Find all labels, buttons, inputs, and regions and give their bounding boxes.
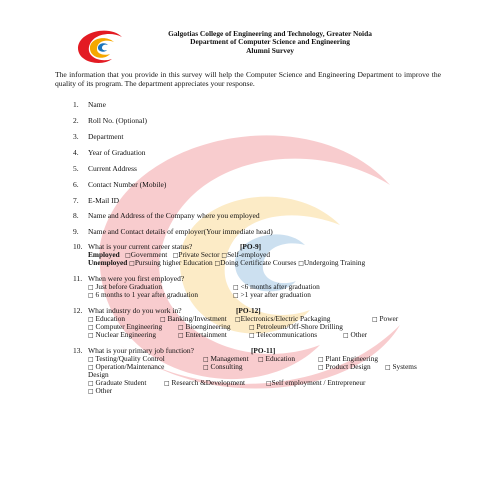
option-other-industry[interactable] <box>343 331 367 340</box>
question-address <box>73 165 137 173</box>
question-text: Name <box>88 100 106 109</box>
checkbox-icon: □ <box>203 356 209 363</box>
question-email <box>73 197 119 205</box>
option-label: Electronics/Electric Packaging <box>240 314 331 323</box>
option-label: Other <box>95 386 113 395</box>
question-text: Contact Number (Mobile) <box>88 180 167 189</box>
question-number: 6. <box>73 180 79 189</box>
option-consulting[interactable] <box>203 363 243 372</box>
checkbox-icon: □ <box>372 316 378 323</box>
option-label: Undergoing Training <box>303 258 366 267</box>
checkbox-icon: □ <box>258 356 264 363</box>
question-text: Current Address <box>88 164 137 173</box>
question-text: E-Mail ID <box>88 196 120 205</box>
option-label: Operation/Maintenance <box>95 362 165 371</box>
option-label: Education <box>265 354 296 363</box>
option-label: <6 months after graduation <box>240 282 320 291</box>
unemployed-label: Unemployed <box>88 258 128 267</box>
checkbox-icon: □ <box>164 380 170 387</box>
question-text: Department <box>88 132 124 141</box>
checkbox-icon: □ <box>160 316 166 323</box>
question-number: 4. <box>73 148 79 157</box>
po-tag: [PO-11] <box>251 346 276 355</box>
unemployed-options-row <box>88 259 365 268</box>
checkbox-icon: □ <box>88 356 94 363</box>
option-label: Banking/Investment <box>167 314 227 323</box>
option-label: Just before Graduation <box>95 282 162 291</box>
checkbox-icon: □ <box>214 260 221 267</box>
option-label: Other <box>350 330 368 339</box>
question-number: 8. <box>73 211 79 220</box>
option-label: Systems <box>392 362 417 371</box>
checkbox-icon: □ <box>178 324 184 331</box>
question-text: What industry do you work in? <box>88 306 182 315</box>
po-tag: [PO-9] <box>240 242 262 251</box>
question-text: Year of Graduation <box>88 148 146 157</box>
option-label: Entertainment <box>185 330 227 339</box>
question-number: 2. <box>73 116 79 125</box>
question-text: Roll No. (Optional) <box>88 116 147 125</box>
checkbox-icon: □ <box>203 364 209 371</box>
checkbox-icon: □ <box>235 316 241 323</box>
option-label: Government <box>130 250 168 259</box>
question-number: 11. <box>73 274 83 283</box>
checkbox-icon: □ <box>88 380 94 387</box>
checkbox-icon: □ <box>318 364 324 371</box>
po-tag: [PO-12] <box>236 306 261 315</box>
question-graduation-year <box>73 149 146 157</box>
question-number: 12. <box>73 306 83 315</box>
question-text: Name and Contact details of employer(Your immediate head) <box>88 227 273 236</box>
question-number: 10. <box>73 242 83 251</box>
employed-label: Employed <box>88 250 120 259</box>
department-name: Department of Computer Science and Engineering <box>190 37 350 47</box>
checkbox-icon: □ <box>88 388 94 395</box>
checkbox-icon: □ <box>298 260 304 267</box>
checkbox-icon: □ <box>129 260 135 267</box>
option-label: Graduate Student <box>95 378 147 387</box>
option-telecommunications[interactable] <box>249 331 317 340</box>
question-employer <box>73 228 273 236</box>
question-number: 7. <box>73 196 79 205</box>
option-label: Petroleum/Off-Shore Drilling <box>256 322 343 331</box>
option-systems-design-cont: Design <box>88 370 109 379</box>
option-label: Self employment / Entrepreneur <box>271 378 366 387</box>
intro-paragraph: The information that you provide in this survey will help the Computer Science and Engineering Department to improve the quality of its program. The department appreciates your response. <box>55 70 441 89</box>
option-label: Private Sector <box>178 250 220 259</box>
option-label: Nuclear Engineering <box>95 330 157 339</box>
option-label: Consulting <box>210 362 243 371</box>
checkbox-icon: □ <box>249 324 255 331</box>
question-text: When were you first employed? <box>88 274 185 283</box>
option-gt-1-year[interactable] <box>233 291 311 300</box>
checkbox-icon: □ <box>221 252 228 259</box>
option-product-design[interactable] <box>318 363 371 372</box>
checkbox-icon: □ <box>178 332 184 339</box>
option-research-development[interactable] <box>164 379 245 388</box>
checkbox-icon: □ <box>266 380 272 387</box>
option-label: >1 year after graduation <box>240 290 311 299</box>
checkbox-icon: □ <box>233 284 239 291</box>
checkbox-icon: □ <box>125 252 131 259</box>
question-contact <box>73 181 166 189</box>
option-label: Management <box>210 354 249 363</box>
checkbox-icon: □ <box>88 332 94 339</box>
option-6-months-1-year[interactable] <box>88 291 198 300</box>
question-roll-no <box>73 117 147 125</box>
option-training[interactable] <box>298 258 365 267</box>
checkbox-icon: □ <box>385 364 391 371</box>
checkbox-icon: □ <box>233 292 239 299</box>
question-text: What is your primary job function? <box>88 346 195 355</box>
option-certificate-courses[interactable] <box>214 258 296 267</box>
option-self-employment[interactable] <box>266 379 366 388</box>
question-number: 1. <box>73 100 79 109</box>
checkbox-icon: □ <box>88 324 94 331</box>
checkbox-icon: □ <box>88 284 94 291</box>
question-number: 5. <box>73 164 79 173</box>
option-label: Power <box>379 314 399 323</box>
question-name <box>73 101 106 109</box>
question-number: 13. <box>73 346 83 355</box>
option-label: Education <box>95 314 126 323</box>
option-higher-education[interactable] <box>129 258 213 267</box>
option-other-function[interactable] <box>88 387 112 396</box>
checkbox-icon: □ <box>343 332 349 339</box>
option-label: Telecommunications <box>256 330 318 339</box>
option-nuclear-engineering[interactable] <box>88 331 156 340</box>
option-label: Computer Engineering <box>95 322 163 331</box>
checkbox-icon: □ <box>88 364 94 371</box>
college-name: Galgotias College of Engineering and Technology, Greater Noida <box>168 29 372 38</box>
question-company <box>73 212 260 220</box>
checkbox-icon: □ <box>249 332 255 339</box>
checkbox-icon: □ <box>172 252 179 259</box>
option-label: Pursuing higher Education <box>134 258 213 267</box>
college-logo-icon <box>74 25 126 65</box>
checkbox-icon: □ <box>88 316 94 323</box>
option-label: 6 months to 1 year after graduation <box>95 290 199 299</box>
option-label: Bioengineering <box>185 322 231 331</box>
option-entertainment[interactable] <box>178 331 227 340</box>
question-text: What is your current career status? <box>88 242 193 251</box>
checkbox-icon: □ <box>88 292 94 299</box>
survey-header <box>120 30 420 55</box>
checkbox-icon: □ <box>318 356 324 363</box>
question-department <box>73 133 123 141</box>
option-label: Research &Development <box>171 378 246 387</box>
option-label: Doing Certificate Courses <box>220 258 297 267</box>
question-text: Name and Address of the Company where you employed <box>88 211 260 220</box>
option-label: Plant Engineering <box>325 354 378 363</box>
option-label: Testing/Quality Control <box>95 354 165 363</box>
option-label: Self-employed <box>227 250 271 259</box>
option-label: Product Design <box>325 362 371 371</box>
option-systems-design[interactable] <box>385 363 417 372</box>
survey-title: Alumni Survey <box>246 45 294 55</box>
option-job-education[interactable] <box>258 355 295 364</box>
option-power[interactable] <box>372 315 398 324</box>
question-number: 9. <box>73 227 79 236</box>
question-number: 3. <box>73 132 79 141</box>
